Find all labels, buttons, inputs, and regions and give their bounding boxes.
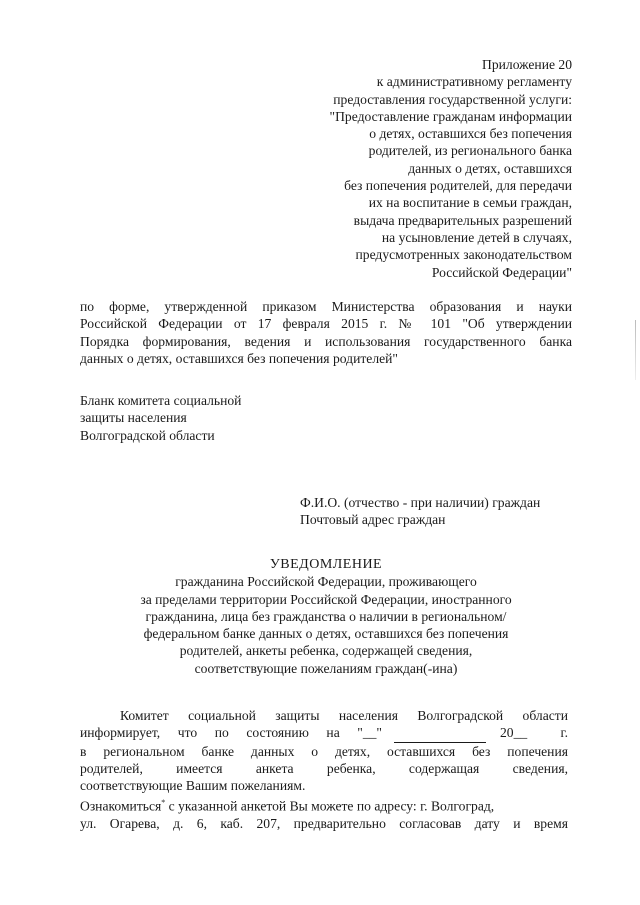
notice-heading: УВЕДОМЛЕНИЕ — [269, 557, 383, 572]
appendix-line: родителей, из регионального банка — [368, 143, 572, 159]
notice-subtitle-line: гражданина Российской Федерации, проживающего — [175, 574, 477, 590]
visit-word: Ознакомиться — [80, 799, 162, 815]
appendix-line: на усыновление детей в случаях, — [381, 229, 572, 245]
body-line-date — [80, 724, 568, 742]
notice-subtitle-line: родителей, анкеты ребенка, содержащей сведения, — [179, 643, 473, 659]
date-blank-field — [394, 724, 486, 742]
appendix-line: Российской Федерации" — [431, 264, 572, 280]
letterhead-line: Волгоградской области — [80, 427, 215, 443]
appendix-line: предоставления государственной услуги: — [333, 91, 572, 107]
appendix-line: данных о детях, оставшихся — [408, 160, 572, 176]
appendix-line: без попечения родителей, для передачи — [344, 178, 572, 194]
recipient-block — [300, 494, 540, 529]
recipient-name: Ф.И.О. (отчество - при наличии) граждан — [300, 495, 541, 510]
basis-line: по форме, утвержденной приказом Министерства образования и науки — [80, 299, 572, 314]
body-line: родителей, имеется анкета ребенка, содержащая сведения, — [80, 760, 568, 776]
notice-subtitle-line: соответствующие пожеланиям граждан(-ина) — [194, 660, 458, 676]
letterhead-line: Бланк комитета социальной — [80, 393, 242, 408]
body-line: Комитет социальной защиты населения Волгоградской области — [120, 708, 568, 723]
notice-subtitle-line: федеральном банке данных о детях, оставшихся без попечения — [143, 626, 509, 642]
notice-subtitle-line: гражданина, лица без гражданства о наличии в региональном/ — [145, 608, 507, 624]
notice-subtitle-line: за пределами территории Российской Федерации, иностранного — [140, 591, 512, 607]
appendix-line: к административному регламенту — [376, 74, 572, 90]
notice-body — [80, 707, 568, 833]
basis-line: данных о детях, оставшихся без попечения родителей" — [80, 350, 398, 366]
date-prefix: информирует, что по состоянию на "__" — [80, 725, 382, 741]
letterhead-placeholder — [80, 392, 241, 444]
appendix-line: Приложение 20 — [482, 57, 572, 72]
footnote-mark: * — [161, 798, 166, 808]
notice-title — [80, 556, 572, 677]
appendix-line: выдача предварительных разрешений — [353, 212, 572, 228]
body-line: соответствующие Вашим пожеланиям. — [80, 778, 306, 794]
body-line: ул. Огарева, д. 6, каб. 207, предварительно согласовав дату и время — [80, 816, 568, 832]
appendix-line: "Предоставление гражданам информации — [329, 108, 572, 124]
appendix-line: предусмотренных законодательством — [355, 247, 572, 263]
appendix-line: их на воспитание в семьи граждан, — [368, 195, 572, 211]
body-line: в региональном банке данных о детях, оставшихся без попечения — [80, 743, 568, 759]
basis-line: Порядка формирования, ведения и использования государственного банка — [80, 333, 572, 349]
recipient-address: Почтовый адрес граждан — [300, 512, 446, 528]
letterhead-line: защиты населения — [80, 410, 187, 426]
body-line-visit — [80, 794, 568, 815]
appendix-header — [272, 56, 572, 281]
basis-line: Российской Федерации от 17 февраля 2015 г. № 101 "Об утверждении — [80, 316, 572, 332]
form-basis-paragraph — [80, 298, 572, 367]
visit-rest: с указанной анкетой Вы можете по адресу: г. Волгоград, — [165, 799, 495, 815]
appendix-line: о детях, оставшихся без попечения — [369, 126, 572, 142]
date-year: 20__ г. — [500, 725, 568, 741]
scan-edge-mark — [635, 320, 636, 380]
